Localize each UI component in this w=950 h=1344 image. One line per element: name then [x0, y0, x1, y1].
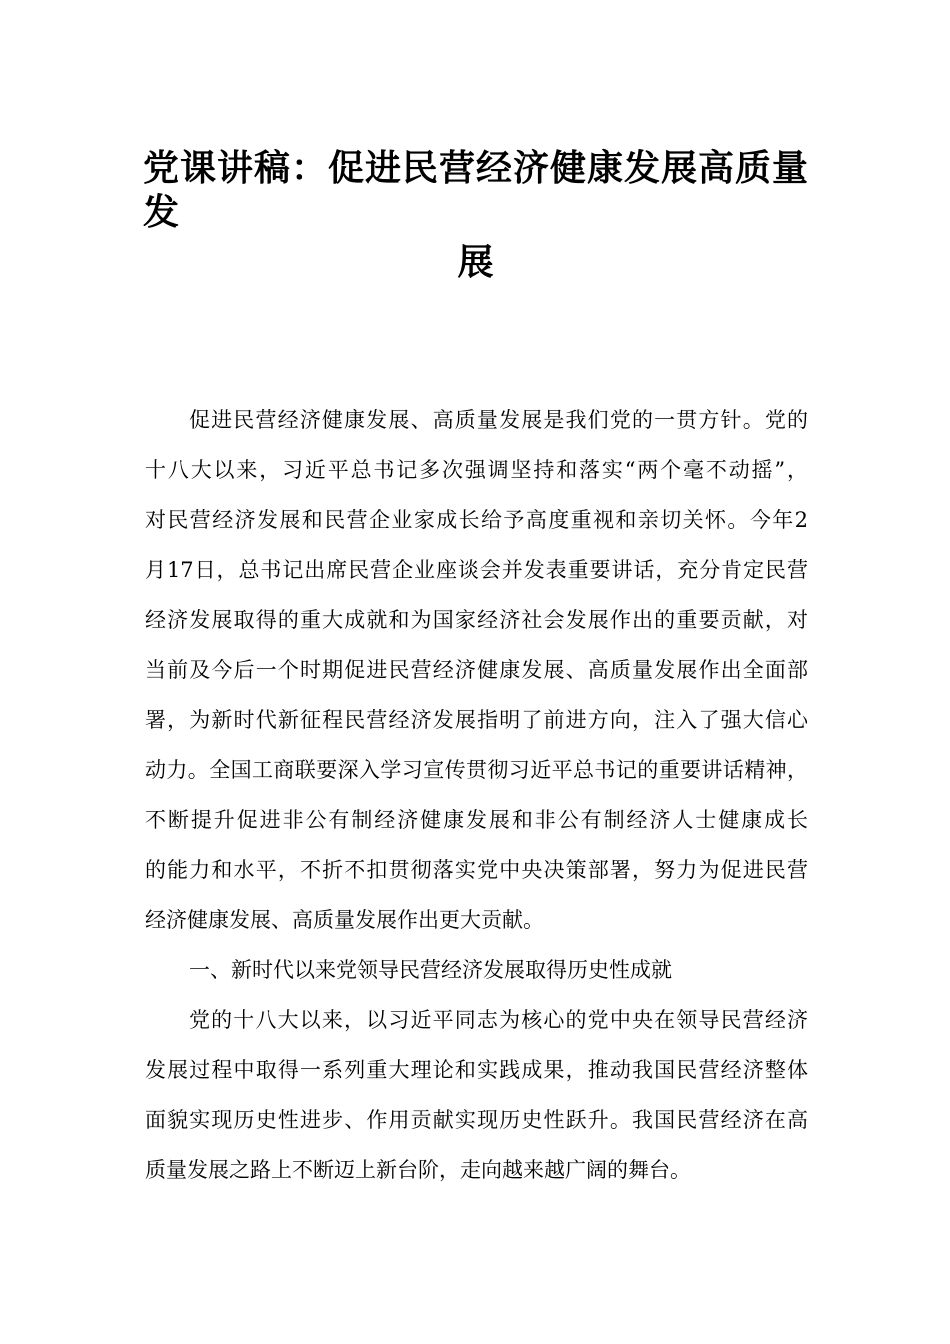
text-line: 不断提升促进非公有制经济健康发展和非公有制经济人士健康成长 — [145, 808, 808, 832]
text-line: 一、新时代以来党领导民营经济发展取得历史性成就 — [189, 958, 672, 982]
document-title-continued: 展 — [457, 241, 494, 283]
section-paragraph — [145, 995, 808, 1195]
text-line: 促进民营经济健康发展、高质量发展是我们党的一贯方针。党的 — [189, 408, 808, 432]
text-line: 当前及今后一个时期促进民营经济健康发展、高质量发展作出全面部 — [145, 658, 808, 682]
text-line: 十八大以来，习近平总书记多次强调坚持和落实“两个毫不动摇”， — [145, 458, 808, 482]
text-line: 质量发展之路上不断迈上新台阶，走向越来越广阔的舞台。 — [145, 1158, 691, 1182]
text-line: 党的十八大以来，以习近平同志为核心的党中央在领导民营经济 — [189, 1008, 808, 1032]
text-line: 的能力和水平，不折不扣贯彻落实党中央决策部署，努力为促进民营 — [145, 858, 808, 882]
text-line: 经济健康发展、高质量发展作出更大贡献。 — [145, 908, 544, 932]
document-title: 党课讲稿：促进民营经济健康发展高质量发 — [143, 147, 808, 233]
text-line: 对民营经济发展和民营企业家成长给予高度重视和亲切关怀。今年2 — [145, 508, 808, 532]
document-body — [145, 395, 808, 1195]
intro-paragraph — [145, 395, 808, 945]
text-line: 月17日，总书记出席民营企业座谈会并发表重要讲话，充分肯定民营 — [145, 558, 808, 582]
text-line: 面貌实现历史性进步、作用贡献实现历史性跃升。我国民营经济在高 — [145, 1108, 808, 1132]
text-line: 经济发展取得的重大成就和为国家经济社会发展作出的重要贡献，对 — [145, 608, 808, 632]
text-line: 发展过程中取得一系列重大理论和实践成果，推动我国民营经济整体 — [145, 1058, 808, 1082]
text-line: 署，为新时代新征程民营经济发展指明了前进方向，注入了强大信心 — [145, 708, 808, 732]
text-line: 动力。全国工商联要深入学习宣传贯彻习近平总书记的重要讲话精神， — [145, 758, 808, 782]
section-heading — [145, 945, 808, 995]
